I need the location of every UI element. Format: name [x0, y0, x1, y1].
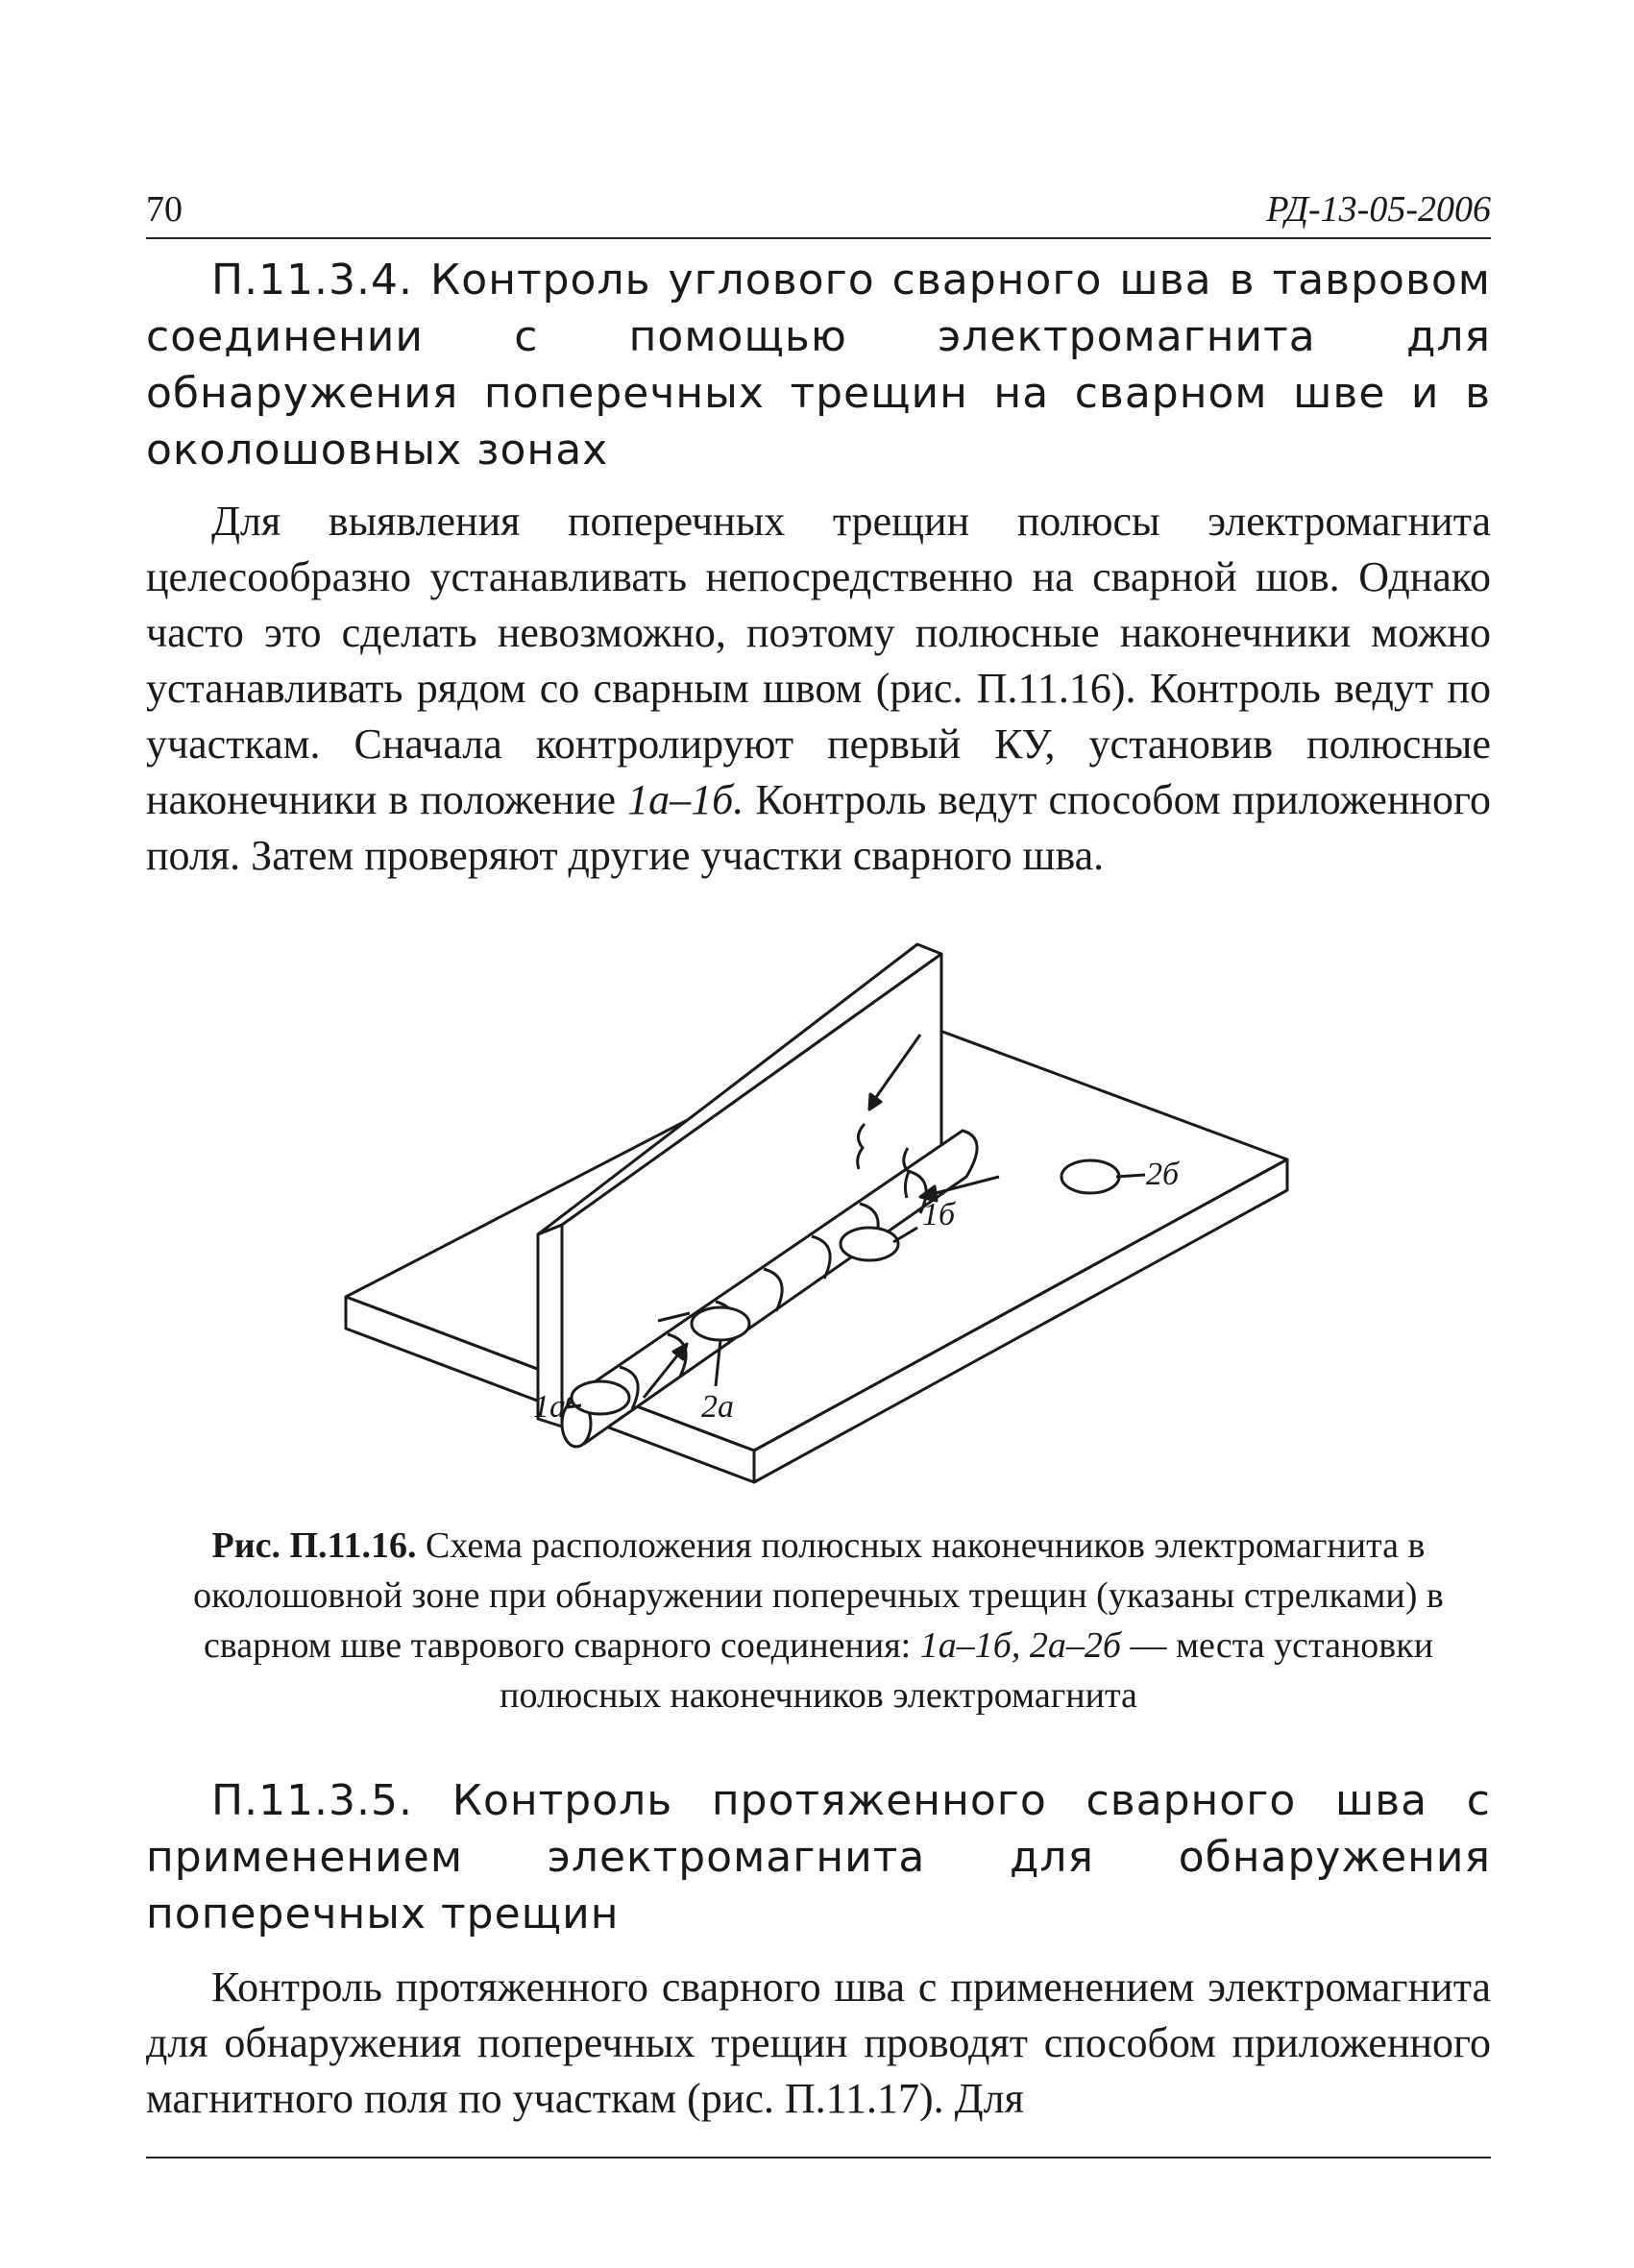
footer-rule — [146, 2157, 1491, 2158]
leader-line — [567, 1405, 581, 1407]
paragraph-text-a: Для выявления поперечных трещин полюсы электромагнита целесообразно устанавливать непосредственно на сварной шов. Однако часто это сделать невозможно, поэтому полюсные наконечники можно устанавливать рядом со сварным швом (рис. П.11.16). Контроль ведут по участкам. Сначала контролируют первый КУ, установив полюсные наконечники в положение — [146, 498, 1491, 823]
caption-italic-2: 2а–2б — [1029, 1625, 1121, 1666]
pole-position-2a — [692, 1307, 749, 1340]
caption-label: Рис. П.11.16. — [211, 1525, 417, 1566]
label-2b: 2б — [1146, 1157, 1180, 1192]
caption-text-b: — места установки полюсных наконечников электромагнита — [500, 1625, 1434, 1716]
page-number: 70 — [146, 189, 183, 230]
document-code: РД-13-05-2006 — [1266, 189, 1491, 230]
label-2a: 2а — [701, 1389, 734, 1425]
tee-joint-diagram — [336, 917, 1297, 1513]
leader-line — [1116, 1175, 1145, 1177]
body-paragraph-2: Контроль протяженного сварного шва с применением электромагнита для обнаружения поперечных трещин проводят способом приложенного магнитного поля по участкам (рис. П.11.17). Для — [146, 1963, 1491, 2122]
paragraph-text-b: Контроль ведут способом приложенного поля. Затем проверяют другие участки сварного шва. — [146, 776, 1492, 879]
caption-text-a: Схема расположения полюсных наконечников электромагнита в околошовной зоне при обнаружении поперечных трещин (указаны стрелками) в сварном шве таврового сварного соединения: — [193, 1525, 1444, 1666]
pole-position-2b — [1061, 1160, 1119, 1193]
caption-separator: , — [1011, 1625, 1030, 1666]
pole-position-1a — [572, 1381, 629, 1414]
section-heading-11-3-4: П.11.3.4. Контроль углового сварного шва в тавровом соединении с помощью электромагнита для обнаружения поперечных трещин на сварном шве и в околошовных зонах — [146, 256, 1491, 475]
label-1b: 1б — [922, 1197, 956, 1232]
body-paragraph-1 — [146, 494, 1491, 884]
header-rule — [146, 237, 1491, 239]
pole-position-1b — [841, 1228, 898, 1260]
tee-joint-figure — [336, 917, 1297, 1513]
figure-caption — [146, 1521, 1491, 1720]
label-1a: 1а — [533, 1389, 566, 1425]
section-heading-11-3-5: П.11.3.5. Контроль протяженного сварного шва с применением электромагнита для обнаружения поперечных трещин — [146, 1776, 1491, 1939]
paragraph-text-italic: 1а–1б. — [627, 776, 744, 823]
caption-italic-1: 1а–1б — [919, 1625, 1012, 1666]
